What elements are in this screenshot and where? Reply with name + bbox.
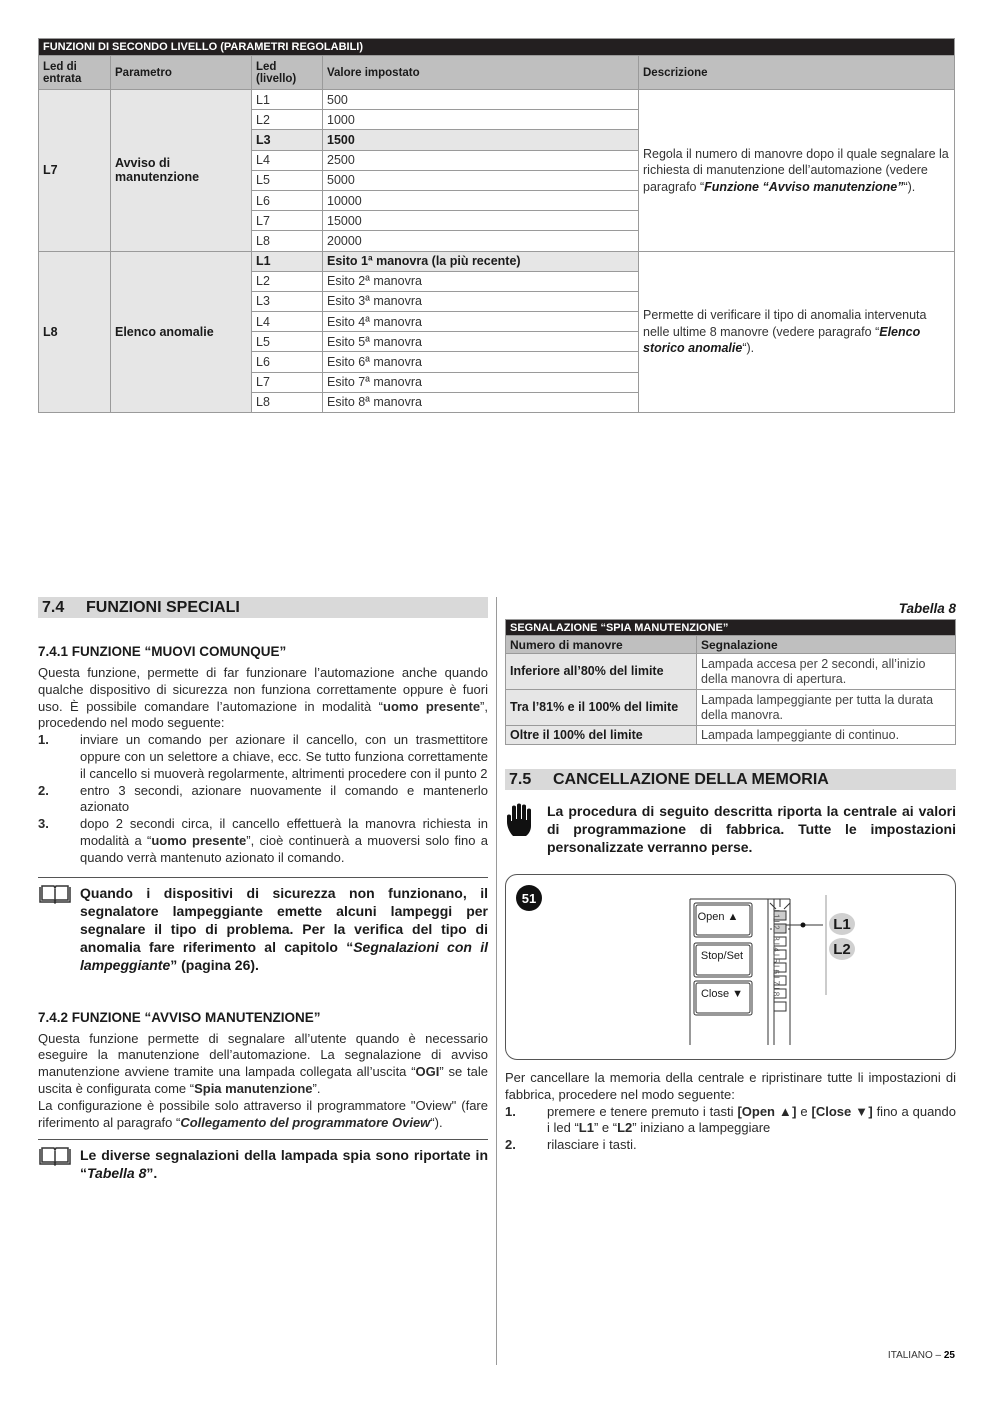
table-row — [39, 251, 955, 271]
subsection-heading-7-4-1: 7.4.1 FUNZIONE “MUOVI COMUNQUE” — [38, 644, 287, 659]
col-header: Led di entrata — [39, 56, 111, 90]
book-icon — [38, 1146, 80, 1182]
level-led: L8 — [252, 231, 323, 251]
close-button: Close ▼ — [700, 988, 744, 1000]
callout-l2: L2 — [829, 938, 855, 960]
value: Esito 5ª manovra — [323, 332, 639, 352]
value: 15000 — [323, 211, 639, 231]
value: 500 — [323, 90, 639, 110]
hand-stop-icon — [505, 802, 547, 856]
left-column — [38, 597, 488, 1182]
level-led: L1 — [252, 90, 323, 110]
value: 1000 — [323, 110, 639, 130]
paragraph: Per cancellare la memoria della centrale e ripristinare tutte li impostazioni di fabbrica, procedere nel modo seguente: — [505, 1070, 956, 1102]
paragraph: Questa funzione, permette di far funzionare l’automazione anche quando qualche dispositivo di sicurezza non funziona correttamente oppure è fuori uso. È possibile comandare l’automazione in modalità “uomo presente”, procedendo nel modo seguente: — [38, 665, 488, 731]
list-item: 3. dopo 2 secondi circa, il cancello effettuerà la manovra richiesta in modalità a “uomo presente”, cioè continuerà a muoversi solo fino a quando verrà mantenuto azionato il comando. — [38, 816, 489, 865]
value: Esito 4ª manovra — [323, 312, 639, 332]
list-item: 1. premere e tenere premuto i tasti [Open ▲] e [Close ▼] fino a quando i led “L1” e “L2” iniziano a lampeggiare — [505, 1103, 956, 1136]
value: 2500 — [323, 150, 639, 170]
value: Esito 3ª manovra — [323, 291, 639, 311]
list-item: 1. inviare un comando per azionare il cancello, con un trasmettitore oppure con un selettore a chiave, ecc. Se tutto funziona correttamente il cancello si muoverà regolarmente, altrimenti procedere con il punto 2 — [38, 732, 488, 781]
value: 10000 — [323, 190, 639, 210]
table-title: SEGNALAZIONE “SPIA MANUTENZIONE” — [506, 620, 956, 636]
callout-l1: L1 — [829, 913, 855, 935]
parameters-table — [38, 38, 955, 413]
list-item: 2. rilasciare i tasti. — [505, 1137, 637, 1153]
description: Regola il numero di manovre dopo il quale segnalare la richiesta di manutenzione dell’automazione (vedere paragrafo “Funzione “Avviso manutenzione”“). — [639, 90, 955, 252]
level-led: L4 — [252, 150, 323, 170]
col-header: Descrizione — [639, 56, 955, 90]
value: 20000 — [323, 231, 639, 251]
entry-led: L8 — [39, 251, 111, 413]
col-header: Numero di manovre — [506, 636, 697, 654]
value: 1500 — [323, 130, 639, 150]
open-button: Open ▲ — [697, 911, 739, 923]
led-strip-labels: L1 L2 L3 L4 L5 L6 L7 L8 — [771, 909, 781, 997]
parameter: Elenco anomalie — [111, 251, 252, 413]
value: Esito 6ª manovra — [323, 352, 639, 372]
steps-list — [38, 732, 488, 866]
list-item: 2. entro 3 secondi, azionare nuovamente il comando e mantenerlo azionato — [38, 782, 488, 815]
steps-list — [505, 1104, 956, 1154]
col-header: Parametro — [111, 56, 252, 90]
level-led: L6 — [252, 352, 323, 372]
stop-set-button: Stop/Set — [700, 950, 744, 962]
value: Esito 2ª manovra — [323, 271, 639, 291]
page-footer: ITALIANO – 25 — [887, 1350, 955, 1361]
level-led: L7 — [252, 211, 323, 231]
right-column — [505, 597, 956, 1154]
column-divider — [496, 597, 497, 1365]
subsection-heading-7-4-2: 7.4.2 FUNZIONE “AVVISO MANUTENZIONE” — [38, 1009, 321, 1025]
value: 5000 — [323, 170, 639, 190]
entry-led: L7 — [39, 90, 111, 252]
parameter: Avviso di manutenzione — [111, 90, 252, 252]
level-led: L7 — [252, 372, 323, 392]
value: Esito 8ª manovra — [323, 392, 639, 412]
paragraph: Questa funzione permette di segnalare all’utente quando è necessario eseguire la manutenzione dell’automazione. La segnalazione di avviso manutenzione avviene tramite una lampada collegata all’uscita “OGI” se tale uscita è configurata come “Spia manutenzione”. — [38, 1030, 488, 1096]
level-led: L3 — [252, 130, 323, 150]
col-header: Valore impostato — [323, 56, 639, 90]
level-led: L1 — [252, 251, 323, 271]
level-led: L8 — [252, 392, 323, 412]
col-header: Segnalazione — [697, 636, 956, 654]
description: Permette di verificare il tipo di anomalia intervenuta nelle ultime 8 manovre (vedere paragrafo “Elenco storico anomalie“). — [639, 251, 955, 413]
level-led: L4 — [252, 312, 323, 332]
figure-51 — [505, 874, 956, 1060]
table-row: Oltre il 100% del limite Lampada lampeggiante di continuo. — [506, 726, 956, 745]
level-led: L3 — [252, 291, 323, 311]
value: Esito 1ª manovra (la più recente) — [323, 251, 639, 271]
table-title: FUNZIONI DI SECONDO LIVELLO (PARAMETRI REGOLABILI) — [39, 39, 955, 56]
section-heading-7-5: 7.5 CANCELLAZIONE DELLA MEMORIA — [505, 769, 956, 790]
level-led: L5 — [252, 332, 323, 352]
book-icon — [38, 884, 80, 974]
note: Quando i dispositivi di sicurezza non funzionano, il segnalatore lampeggiante emette alcuni lampeggi per segnalare il tipo di problema. Per la verifica del tipo di anomalia fare riferimento al capitolo “Segnalazioni con il lampeggiante” (pagina 26). — [38, 877, 488, 974]
table-row: Tra l’81% e il 100% del limite Lampada lampeggiante per tutta la durata della manovra. — [506, 690, 956, 726]
figure-number: 51 — [516, 885, 542, 911]
warning: La procedura di seguito descritta riporta la centrale ai valori di programmazione di fabbrica. Tutte le impostazioni personalizzate verranno perse. — [505, 802, 956, 856]
note: Le diverse segnalazioni della lampada spia sono riportate in “Tabella 8”. — [38, 1139, 488, 1182]
section-heading-7-4: 7.4 FUNZIONI SPECIALI — [38, 597, 488, 618]
value: Esito 7ª manovra — [323, 372, 639, 392]
table-row — [39, 90, 955, 110]
level-led: L5 — [252, 170, 323, 190]
table-row: Inferiore all’80% del limite Lampada accesa per 2 secondi, all’inizio della manovra di apertura. — [506, 654, 956, 690]
paragraph: La configurazione è possibile solo attraverso il programmatore "Oview" (fare riferimento al paragrafo “Collegamento del programmatore Oview“). — [38, 1097, 488, 1130]
col-header: Led (livello) — [252, 56, 323, 90]
level-led: L2 — [252, 271, 323, 291]
table-label: Tabella 8 — [898, 601, 956, 616]
maintenance-table — [505, 619, 956, 745]
level-led: L6 — [252, 190, 323, 210]
level-led: L2 — [252, 110, 323, 130]
